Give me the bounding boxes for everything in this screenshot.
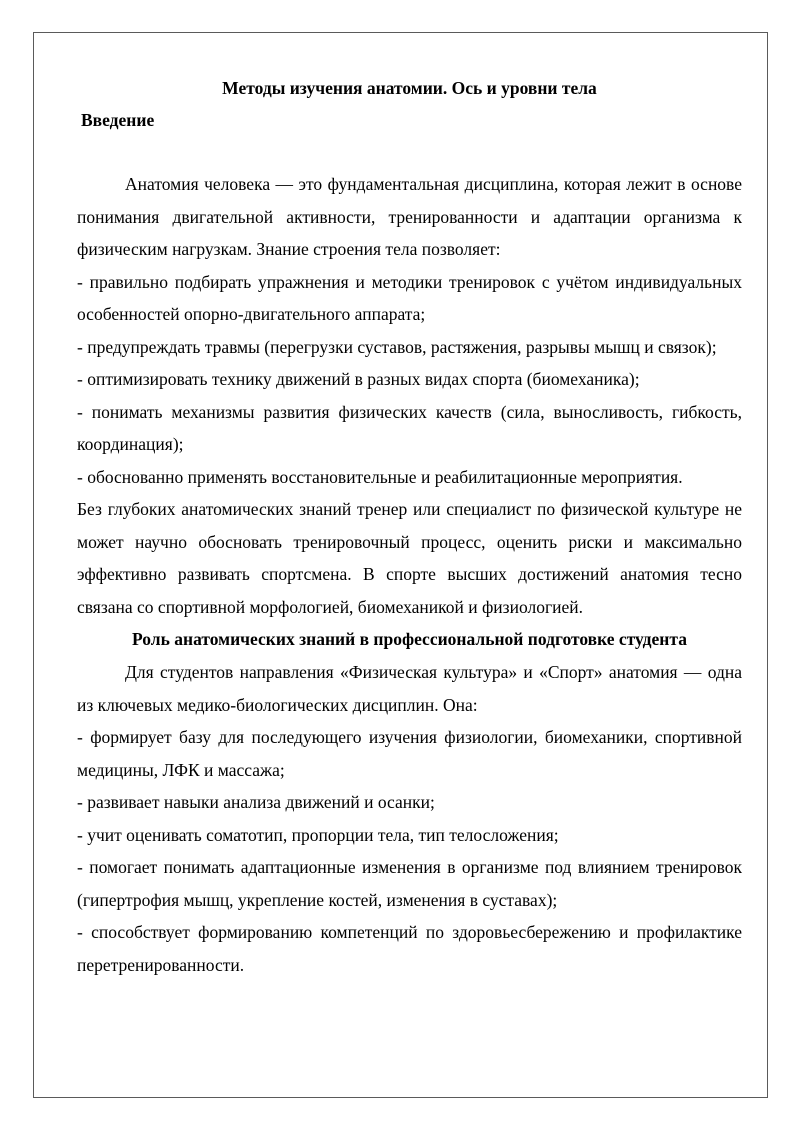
section-list-item: - учит оценивать соматотип, пропорции тела, тип телосложения; (77, 824, 559, 845)
blank-line (77, 136, 742, 168)
intro-paragraph: Анатомия человека — это фундаментальная дисциплина, которая лежит в основе понимания двигательной активности, тренированности и адаптации организма к физическим нагрузкам. Знание строения тела позволяет: (77, 174, 742, 259)
section-heading: Роль анатомических знаний в профессиональной подготовке студента (132, 629, 687, 649)
document-body (77, 72, 742, 981)
intro-list-item: - обоснованно применять восстановительные и реабилитационные мероприятия. (77, 466, 683, 487)
section-paragraph: Для студентов направления «Физическая культура» и «Спорт» анатомия — одна из ключевых медико-биологических дисциплин. Она: (77, 662, 742, 715)
section-list-item: - развивает навыки анализа движений и осанки; (77, 792, 435, 812)
intro-list-item: - понимать механизмы развития физических качеств (сила, выносливость, гибкость, координация); (77, 401, 742, 454)
section-list-item: - помогает понимать адаптационные изменения в организме под влиянием тренировок (гипертрофия мышц, укрепление костей, изменения в суставах); (77, 857, 742, 910)
intro-list-item: - оптимизировать технику движений в разных видах спорта (биомеханика); (77, 369, 640, 389)
intro-list-item: - предупреждать травмы (перегрузки суставов, растяжения, разрывы мышц и связок); (77, 336, 717, 357)
section-list-item: - способствует формированию компетенций по здоровьесбережению и профилактике перетренированности. (77, 922, 742, 975)
intro-heading: Введение (81, 110, 155, 130)
document-title: Методы изучения анатомии. Ось и уровни тела (222, 78, 597, 98)
section-list-item: - формирует базу для последующего изучения физиологии, биомеханики, спортивной медицины, ЛФК и массажа; (77, 727, 742, 780)
intro-list-item: - правильно подбирать упражнения и методики тренировок с учётом индивидуальных особенностей опорно-двигательного аппарата; (77, 271, 742, 324)
intro-conclusion: Без глубоких анатомических знаний тренер или специалист по физической культуре не может научно обосновать тренировочный процесс, оценить риски и максимально эффективно развивать спортсмена. В спорте высших достижений анатомия тесно связана со спортивной морфологией, биомеханикой и физиологией. (77, 499, 742, 617)
